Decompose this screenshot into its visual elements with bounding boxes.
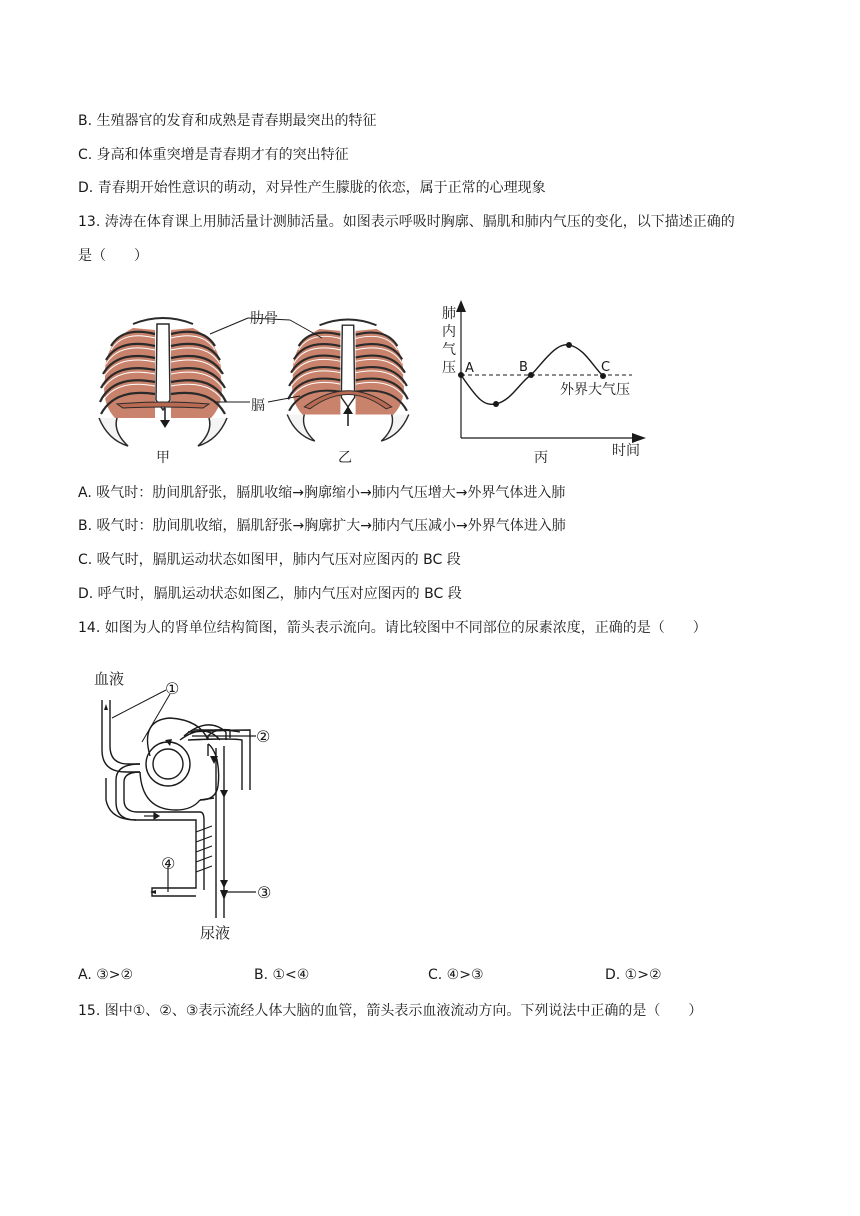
number-4: ④ [161, 854, 176, 873]
q13-option-d: D. 呼气时，膈肌运动状态如图乙，肺内气压对应图丙的 BC 段 [78, 586, 462, 602]
q14-option-b: B. ①<④ [254, 967, 310, 983]
graph-y-label-4: 压 [442, 360, 456, 376]
baseline-label: 外界大气压 [560, 382, 630, 398]
q13-option-b: B. 吸气时：肋间肌收缩，膈肌舒张→胸廓扩大→肺内气压减小→外界气体进入肺 [78, 518, 566, 534]
rib-label: 肋骨 [250, 311, 278, 327]
q13-option-a: A. 吸气时：肋间肌舒张，膈肌收缩→胸廓缩小→肺内气压增大→外界气体进入肺 [78, 485, 566, 501]
q14-option-a: A. ③>② [78, 967, 134, 983]
label-jia: 甲 [156, 450, 170, 466]
label-bing: 丙 [534, 450, 548, 466]
urine-label: 尿液 [200, 924, 231, 942]
graph-y-label-2: 内 [442, 324, 456, 340]
q14-stem: 14. 如图为人的肾单位结构简图，箭头表示流向。请比较图中不同部位的尿素浓度，正确的是（ ） [78, 620, 707, 636]
number-1: ① [165, 679, 180, 698]
ribcage-jia [99, 318, 227, 446]
number-2: ② [256, 727, 271, 746]
q13-stem-line1: 13. 涛涛在体育课上用肺活量计测肺活量。如图表示呼吸时胸廓、膈肌和肺内气压的变化，以下描述正确的 [78, 214, 735, 230]
arrow-down-icon [160, 408, 170, 428]
point-c-label: C [601, 360, 611, 375]
q14-option-c: C. ④>③ [428, 967, 484, 983]
point-a-label: A [465, 361, 474, 376]
number-3: ③ [257, 883, 272, 902]
arrow-up-icon [343, 406, 353, 426]
q12-option-d: D. 青春期开始性意识的萌动，对异性产生朦胧的依恋，属于正常的心理现象 [78, 180, 546, 196]
q15-stem: 15. 图中①、②、③表示流经人体大脑的血管，箭头表示血液流动方向。下列说法中正确的是（ ） [78, 1003, 703, 1019]
q13-stem-line2: 是（ ） [78, 248, 148, 264]
nephron-figure [80, 660, 380, 960]
graph-x-label: 时间 [612, 443, 640, 459]
blood-label: 血液 [94, 670, 125, 688]
diaphragm-label: 膈 [251, 398, 265, 414]
point-b-label: B [519, 360, 528, 375]
diaphragm-flat [117, 402, 209, 408]
graph-y-label-3: 气 [442, 342, 456, 358]
pressure-graph [442, 300, 646, 466]
q13-option-c: C. 吸气时，膈肌运动状态如图甲，肺内气压对应图丙的 BC 段 [78, 552, 461, 568]
q12-option-b: B. 生殖器官的发育和成熟是青春期最突出的特征 [78, 113, 377, 129]
label-yi: 乙 [338, 450, 352, 466]
graph-y-label-1: 肺 [442, 306, 456, 322]
q14-option-d: D. ①>② [605, 967, 662, 983]
q13-figure [0, 290, 860, 470]
q12-option-c: C. 身高和体重突增是青春期才有的突出特征 [78, 147, 349, 163]
q14-options [78, 967, 778, 987]
